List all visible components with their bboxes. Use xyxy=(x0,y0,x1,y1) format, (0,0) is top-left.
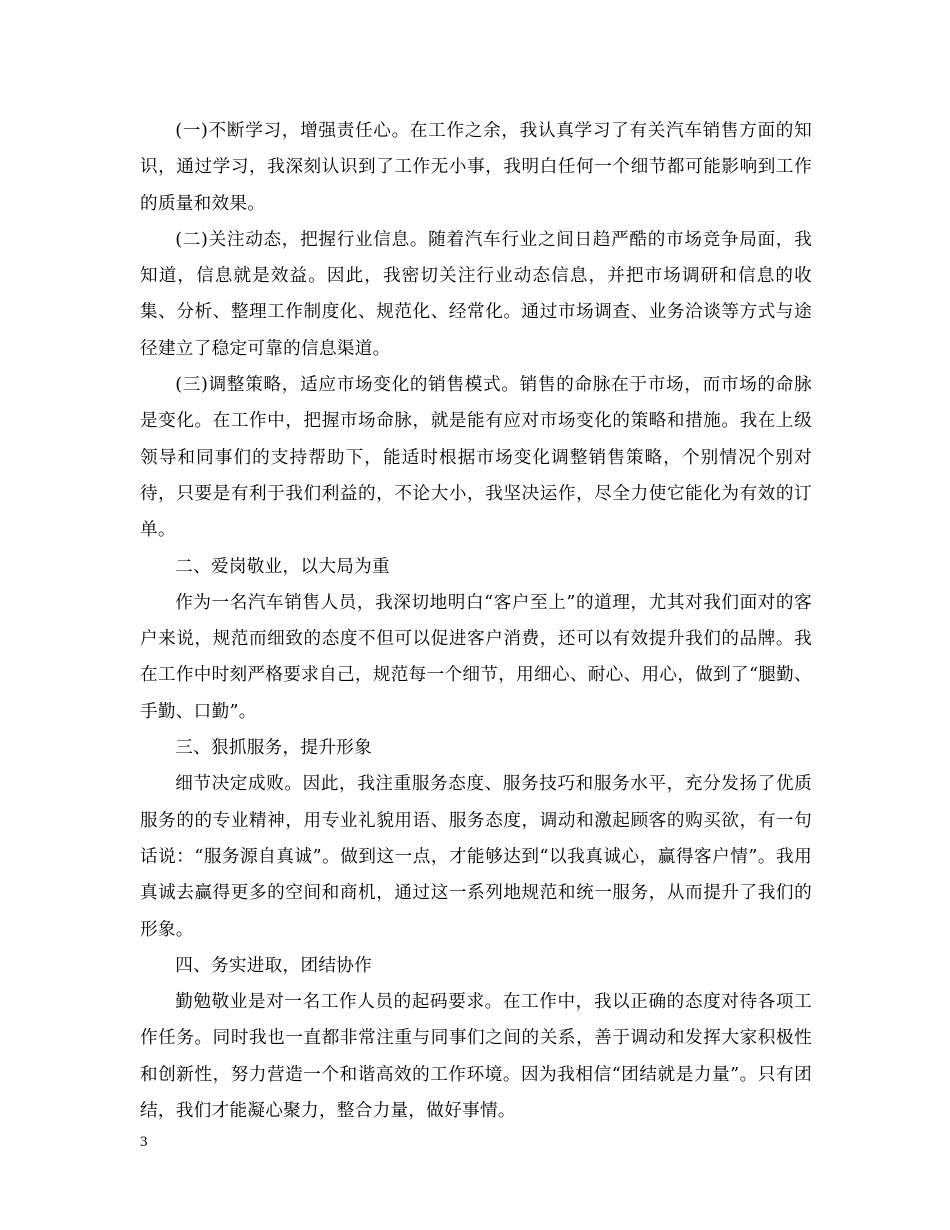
paragraph-service-details: 细节决定成败。因此，我注重服务态度、服务技巧和服务水平，充分发扬了优质服务的的专业精神，用专业礼貌用语、服务态度，调动和激起顾客的购买欲，有一句话说：“服务源自真诚”。做到这一点，才能够达到“以我真诚心，赢得客户情”。我用真诚去赢得更多的空间和商机，通过这一系列地规范和统一服务，从而提升了我们的形象。 xyxy=(140,774,812,940)
paragraph-teamwork: 勤勉敬业是对一名工作人员的起码要求。在工作中，我以正确的态度对待各项工作任务。同时我也一直都非常注重与同事们之间的关系，善于调动和发挥大家积极性和创新性，努力营造一个和谐高效的工作环境。因为我相信“团结就是力量”。只有团结，我们才能凝心聚力，整合力量，做好事情。 xyxy=(140,992,812,1122)
heading-dedication: 二、爱岗敬业，以大局为重 xyxy=(175,556,390,577)
paragraph-section-two-industry-info: (二)关注动态，把握行业信息。随着汽车行业之间日趋严酷的市场竞争局面，我知道，信息就是效益。因此，我密切关注行业动态信息，并把市场调研和信息的收集、分析、整理工作制度化、规范化、经常化。通过市场调查、业务洽谈等方式与途径建立了稳定可靠的信息渠道。 xyxy=(140,229,812,359)
heading-service: 三、狠抓服务，提升形象 xyxy=(175,738,373,759)
heading-teamwork: 四、务实进取，团结协作 xyxy=(175,955,373,976)
paragraph-section-three-strategy: (三)调整策略，适应市场变化的销售模式。销售的命脉在于市场，而市场的命脉是变化。在工作中，把握市场命脉，就是能有应对市场变化的策略和措施。我在上级领导和同事们的支持帮助下，能适时根据市场变化调整销售策略，个别情况个别对待，只要是有利于我们利益的，不论大小，我坚决运作，尽全力使它能化为有效的订单。 xyxy=(140,375,812,541)
paragraph-section-one-learning: (一)不断学习，增强责任心。在工作之余，我认真学习了有关汽车销售方面的知识，通过学习，我深刻认识到了工作无小事，我明白任何一个细节都可能影响到工作的质量和效果。 xyxy=(140,121,812,214)
paragraph-customer-first: 作为一名汽车销售人员，我深切地明白“客户至上”的道理，尤其对我们面对的客户来说，规范而细致的态度不但可以促进客户消费，还可以有效提升我们的品牌。我在工作中时刻严格要求自己，规范每一个细节，用细心、耐心、用心，做到了“腿勤、手勤、口勤”。 xyxy=(140,592,812,722)
page-number: 3 xyxy=(140,1134,148,1150)
document-body xyxy=(140,113,812,1129)
